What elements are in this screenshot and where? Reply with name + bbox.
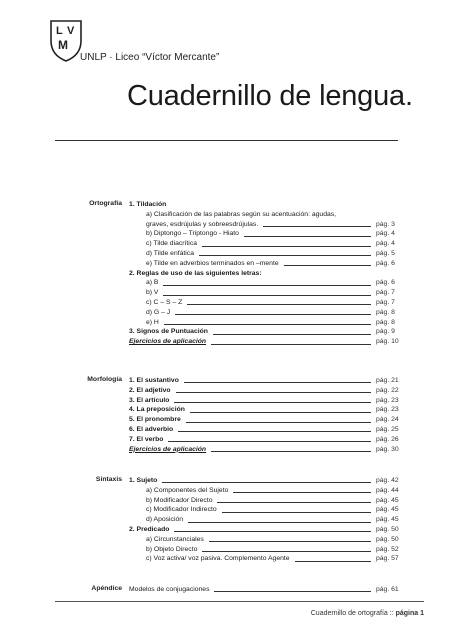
leader-line	[214, 591, 371, 592]
toc-entry-title: 4. La preposición	[129, 406, 185, 414]
toc-entry[interactable]	[129, 210, 400, 220]
leader-line	[188, 522, 371, 523]
toc-entry-title: b) Modificador Directo	[146, 496, 213, 504]
leader-line	[163, 285, 371, 286]
toc-entry-title: a) B	[146, 279, 159, 287]
toc-entry-page: pág. 50	[376, 525, 399, 533]
logo-letter-l: L	[56, 25, 63, 37]
toc-entry[interactable]	[129, 327, 400, 337]
toc-entry[interactable]	[129, 425, 400, 435]
toc-entry[interactable]	[129, 496, 400, 506]
toc-entry-page: pág. 8	[376, 308, 395, 316]
header-divider	[55, 140, 398, 141]
section-entries	[129, 200, 400, 347]
leader-line	[175, 314, 371, 315]
toc-entry[interactable]	[129, 269, 400, 279]
toc-entry-title: graves, esdrújulas y sobreesdrújulas.	[146, 220, 259, 228]
leader-line	[244, 236, 371, 237]
toc-entry-title: a) Clasificación de las palabras según su acentuación: agudas,	[146, 210, 337, 218]
toc-entry-page: pág. 30	[376, 445, 399, 453]
toc-entry-page: pág. 42	[376, 477, 399, 484]
section-label: Ortografía	[89, 200, 122, 207]
toc-entry-title: 7. El verbo	[129, 435, 164, 443]
leader-line	[202, 246, 371, 247]
leader-line	[209, 541, 371, 542]
section-label: Apéndice	[91, 585, 122, 592]
logo-letter-v: V	[67, 25, 75, 37]
toc-entry[interactable]	[129, 435, 400, 445]
toc-entry[interactable]	[129, 220, 400, 230]
toc-entry[interactable]	[129, 396, 400, 406]
toc-entry-title: a) Circunstanciales	[146, 535, 204, 543]
leader-line	[233, 492, 371, 493]
toc-entry-title: Ejercicios de aplicación	[129, 338, 207, 346]
toc-entry[interactable]	[129, 200, 400, 210]
toc-entry-title: 2. Reglas de uso de las siguientes letras:	[129, 269, 262, 277]
section-entries	[129, 476, 400, 564]
leader-line	[174, 531, 371, 532]
section-label: Morfología	[87, 376, 122, 383]
toc-entry-title: d) Tilde enfática	[146, 249, 194, 257]
toc-entry[interactable]	[129, 505, 400, 515]
toc-entry-title: 3. El artículo	[129, 396, 170, 404]
leader-line	[178, 431, 371, 432]
leader-line	[341, 216, 371, 217]
section-entries	[129, 585, 400, 595]
toc-entry-title: c) Modificador Indirecto	[146, 506, 217, 514]
leader-line	[213, 334, 371, 335]
leader-line	[211, 344, 371, 345]
toc-entry[interactable]	[129, 535, 400, 545]
toc-entry[interactable]	[129, 386, 400, 396]
toc-entry-title: d) Aposición	[146, 516, 184, 524]
toc-entry-page: pág. 50	[376, 535, 399, 543]
toc-entry[interactable]	[129, 476, 400, 486]
toc-entry-title: 2. Predicado	[129, 525, 170, 533]
section-entries	[129, 376, 400, 454]
toc-entry[interactable]	[129, 405, 400, 415]
toc-entry[interactable]	[129, 445, 400, 455]
toc-entry-page: pág. 9	[376, 328, 395, 336]
leader-line	[186, 422, 371, 423]
toc-entry-page: pág. 8	[376, 318, 395, 326]
toc-entry[interactable]	[129, 554, 400, 564]
toc-entry[interactable]	[129, 545, 400, 555]
toc-entry[interactable]	[129, 239, 400, 249]
toc-entry[interactable]	[129, 515, 400, 525]
toc-entry-page: pág. 23	[376, 396, 399, 404]
leader-line	[168, 441, 371, 442]
toc-entry-page: pág. 24	[376, 416, 399, 424]
toc-entry-page: pág. 45	[376, 506, 399, 514]
toc-entry[interactable]	[129, 278, 400, 288]
leader-line	[164, 324, 371, 325]
toc-entry-title: c) Tilde diacrítica	[146, 240, 197, 248]
toc-entry[interactable]	[129, 525, 400, 535]
toc-entry-page: pág. 26	[376, 435, 399, 443]
toc-entry[interactable]	[129, 585, 400, 595]
leader-line	[184, 382, 371, 383]
page-title: Cuadernillo de lengua.	[127, 80, 413, 112]
leader-line	[284, 265, 371, 266]
toc-entry-page: pág. 45	[376, 516, 399, 524]
toc-entry-title: Modelos de conjugaciones	[129, 586, 210, 593]
leader-line	[162, 482, 371, 483]
toc-entry-page: pág. 7	[376, 298, 395, 306]
toc-entry-page: pág. 4	[376, 230, 395, 238]
toc-entry-page: pág. 6	[376, 279, 395, 287]
toc-entry[interactable]	[129, 376, 400, 386]
section-label: Sintaxis	[95, 476, 122, 483]
toc-entry-title: 2. El adjetivo	[129, 386, 171, 394]
toc-entry-page: pág. 45	[376, 496, 399, 504]
toc-entry-title: b) V	[146, 289, 159, 297]
toc-entry-page: pág. 61	[376, 586, 399, 593]
toc-entry-page: pág. 21	[376, 377, 399, 384]
toc-entry-title: c) C – S – Z	[146, 298, 183, 306]
toc-entry-page: pág. 22	[376, 386, 399, 394]
footer-divider	[55, 601, 424, 602]
toc-entry[interactable]	[129, 298, 400, 308]
toc-entry-page: pág. 44	[376, 486, 399, 494]
leader-line	[263, 226, 371, 227]
toc-entry-page: pág. 6	[376, 259, 395, 267]
toc-entry-page: pág. 52	[376, 545, 399, 553]
page-footer	[311, 610, 424, 617]
toc-entry[interactable]	[129, 229, 400, 239]
leader-line	[202, 551, 371, 552]
leader-line	[163, 295, 371, 296]
toc-entry-title: e) Tilde en adverbios terminados en –mente	[146, 259, 279, 267]
toc-entry-title: 1. Sujeto	[129, 477, 158, 484]
toc-entry-title: a) Componentes del Sujeto	[146, 486, 229, 494]
toc-entry-title: 3. Signos de Puntuación	[129, 328, 208, 336]
toc-entry[interactable]	[129, 486, 400, 496]
leader-line	[176, 392, 371, 393]
leader-line	[211, 451, 371, 452]
leader-line	[295, 561, 371, 562]
toc-entry[interactable]	[129, 259, 400, 269]
logo-letter-m: M	[58, 38, 68, 52]
leader-line	[187, 304, 371, 305]
toc-entry-page: pág. 10	[376, 338, 399, 346]
toc-entry-title: 1. Tildación	[129, 201, 167, 208]
toc-entry-title: c) Voz activa/ voz pasiva. Complemento Agente	[146, 555, 290, 563]
leader-line	[267, 275, 371, 276]
toc-entry-page: pág. 57	[376, 555, 399, 563]
toc-entry-title: e) H	[146, 318, 159, 326]
leader-line	[217, 502, 371, 503]
toc-entry-page: pág. 7	[376, 289, 395, 297]
footer-page-number: página 1	[395, 610, 424, 617]
toc-entry[interactable]	[129, 318, 400, 328]
toc-entry-page: pág. 4	[376, 240, 395, 248]
leader-line	[222, 512, 371, 513]
toc-entry-page: pág. 3	[376, 220, 395, 228]
school-crest-logo	[49, 19, 83, 63]
school-name: UNLP · Liceo “Víctor Mercante”	[80, 52, 220, 63]
toc-entry[interactable]	[129, 337, 400, 347]
toc-entry-page: pág. 5	[376, 249, 395, 257]
leader-line	[171, 206, 371, 207]
toc-entry-title: d) G – J	[146, 308, 171, 316]
toc-entry-title: 1. El sustantivo	[129, 377, 179, 384]
toc-entry[interactable]	[129, 288, 400, 298]
footer-label: Cuadernillo de ortografía ::	[310, 610, 394, 617]
toc-entry-title: Ejercicios de aplicación	[129, 445, 207, 453]
toc-entry[interactable]	[129, 415, 400, 425]
toc-entry-page: pág. 23	[376, 406, 399, 414]
toc-entry-title: b) Objeto Directo	[146, 545, 198, 553]
leader-line	[199, 255, 371, 256]
toc-entry-title: b) Diptongo – Triptongo - Hiato	[146, 230, 239, 238]
toc-entry-title: 6. El adverbio	[129, 425, 174, 433]
toc-entry-page: pág. 25	[376, 425, 399, 433]
toc-entry[interactable]	[129, 249, 400, 259]
leader-line	[174, 402, 371, 403]
toc-entry[interactable]	[129, 308, 400, 318]
leader-line	[190, 412, 371, 413]
toc-entry-title: 5. El pronombre	[129, 416, 181, 424]
